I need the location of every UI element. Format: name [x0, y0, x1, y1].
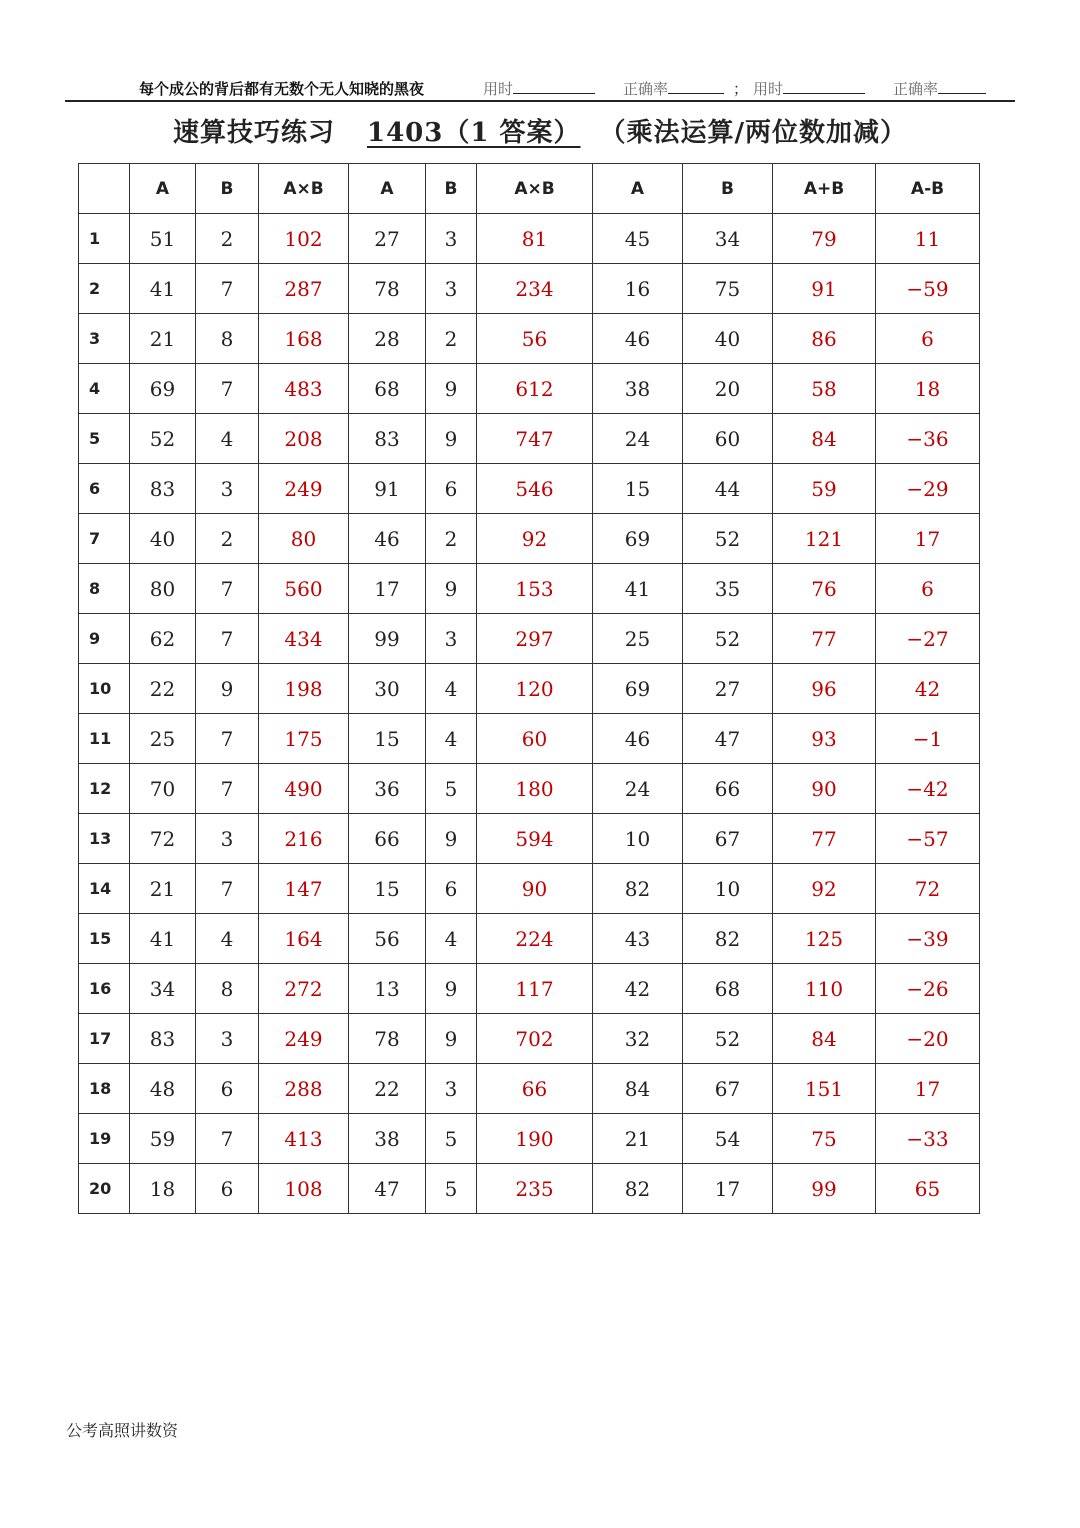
- column-header: A: [349, 164, 426, 214]
- time-label-2: 用时: [753, 80, 784, 98]
- operand-cell: 15: [349, 864, 426, 914]
- row-number: 18: [79, 1064, 130, 1114]
- operand-cell: 84: [593, 1064, 683, 1114]
- operand-cell: 3: [196, 814, 259, 864]
- operand-cell: 47: [683, 714, 773, 764]
- operand-cell: 2: [196, 214, 259, 264]
- operand-cell: 27: [349, 214, 426, 264]
- operand-cell: 67: [683, 814, 773, 864]
- operand-cell: 69: [130, 364, 196, 414]
- time-field-2[interactable]: [753, 78, 865, 99]
- operand-cell: 7: [196, 264, 259, 314]
- operand-cell: 52: [683, 614, 773, 664]
- operand-cell: 38: [593, 364, 683, 414]
- operand-cell: 21: [130, 314, 196, 364]
- answer-cell: −1: [876, 714, 980, 764]
- answer-cell: 59: [773, 464, 876, 514]
- operand-cell: 7: [196, 1114, 259, 1164]
- answer-cell: 208: [259, 414, 349, 464]
- answer-cell: 79: [773, 214, 876, 264]
- answer-cell: 75: [773, 1114, 876, 1164]
- operand-cell: 30: [349, 664, 426, 714]
- operand-cell: 69: [593, 664, 683, 714]
- row-number: 20: [79, 1164, 130, 1214]
- row-number: 12: [79, 764, 130, 814]
- operand-cell: 99: [349, 614, 426, 664]
- operand-cell: 68: [349, 364, 426, 414]
- operand-cell: 35: [683, 564, 773, 614]
- row-number: 4: [79, 364, 130, 414]
- operand-cell: 69: [593, 514, 683, 564]
- answer-cell: 17: [876, 514, 980, 564]
- row-number: 1: [79, 214, 130, 264]
- operand-cell: 22: [349, 1064, 426, 1114]
- operand-cell: 6: [426, 464, 477, 514]
- answer-cell: 66: [477, 1064, 593, 1114]
- answer-cell: 6: [876, 314, 980, 364]
- row-number: 9: [79, 614, 130, 664]
- operand-cell: 34: [683, 214, 773, 264]
- table-row: [79, 964, 980, 1014]
- row-number: 19: [79, 1114, 130, 1164]
- answer-cell: 121: [773, 514, 876, 564]
- answer-cell: 91: [773, 264, 876, 314]
- table-row: [79, 1064, 980, 1114]
- operand-cell: 5: [426, 1164, 477, 1214]
- time-field-1[interactable]: [483, 78, 595, 99]
- operand-cell: 3: [426, 264, 477, 314]
- answer-cell: 17: [876, 1064, 980, 1114]
- operand-cell: 6: [196, 1164, 259, 1214]
- answer-cell: 60: [477, 714, 593, 764]
- answer-cell: 234: [477, 264, 593, 314]
- operand-cell: 83: [349, 414, 426, 464]
- answer-cell: 175: [259, 714, 349, 764]
- answer-cell: 434: [259, 614, 349, 664]
- row-number: 13: [79, 814, 130, 864]
- answer-cell: 594: [477, 814, 593, 864]
- title-code: 1403（1 答案）: [367, 118, 581, 148]
- column-header: A: [593, 164, 683, 214]
- operand-cell: 48: [130, 1064, 196, 1114]
- operand-cell: 2: [426, 514, 477, 564]
- answer-cell: −27: [876, 614, 980, 664]
- operand-cell: 78: [349, 1014, 426, 1064]
- operand-cell: 9: [426, 414, 477, 464]
- answer-cell: 120: [477, 664, 593, 714]
- answer-cell: 490: [259, 764, 349, 814]
- answer-cell: 151: [773, 1064, 876, 1114]
- answer-cell: 297: [477, 614, 593, 664]
- operand-cell: 52: [130, 414, 196, 464]
- row-number: 7: [79, 514, 130, 564]
- answer-cell: 224: [477, 914, 593, 964]
- table-row: [79, 814, 980, 864]
- column-header: A×B: [477, 164, 593, 214]
- table-row: [79, 664, 980, 714]
- table-row: [79, 1114, 980, 1164]
- operand-cell: 59: [130, 1114, 196, 1164]
- answer-cell: −57: [876, 814, 980, 864]
- operand-cell: 52: [683, 514, 773, 564]
- answer-cell: 77: [773, 814, 876, 864]
- table-row: [79, 614, 980, 664]
- table-row: [79, 364, 980, 414]
- table-header-row: [79, 164, 980, 214]
- answer-cell: 42: [876, 664, 980, 714]
- operand-cell: 54: [683, 1114, 773, 1164]
- operand-cell: 4: [426, 714, 477, 764]
- column-header: A+B: [773, 164, 876, 214]
- column-header: A×B: [259, 164, 349, 214]
- operand-cell: 4: [426, 914, 477, 964]
- answer-cell: 272: [259, 964, 349, 1014]
- answer-cell: 93: [773, 714, 876, 764]
- operand-cell: 9: [426, 1014, 477, 1064]
- operand-cell: 9: [426, 814, 477, 864]
- operand-cell: 40: [683, 314, 773, 364]
- operand-cell: 32: [593, 1014, 683, 1064]
- answer-cell: 249: [259, 1014, 349, 1064]
- operand-cell: 51: [130, 214, 196, 264]
- accuracy-label-1: 正确率: [623, 80, 669, 98]
- operand-cell: 46: [349, 514, 426, 564]
- answer-cell: 413: [259, 1114, 349, 1164]
- operand-cell: 34: [130, 964, 196, 1014]
- row-number: 11: [79, 714, 130, 764]
- answer-cell: 65: [876, 1164, 980, 1214]
- footer-text: 公考高照讲数资: [66, 1421, 179, 1440]
- operand-cell: 70: [130, 764, 196, 814]
- answer-cell: 164: [259, 914, 349, 964]
- time-blank-2[interactable]: [783, 79, 865, 94]
- operand-cell: 3: [426, 214, 477, 264]
- row-number: 3: [79, 314, 130, 364]
- operand-cell: 7: [196, 714, 259, 764]
- page-header: [65, 74, 1015, 102]
- operand-cell: 25: [593, 614, 683, 664]
- operand-cell: 75: [683, 264, 773, 314]
- operand-cell: 36: [349, 764, 426, 814]
- operand-cell: 17: [683, 1164, 773, 1214]
- operand-cell: 46: [593, 714, 683, 764]
- answer-cell: 249: [259, 464, 349, 514]
- table-row: [79, 214, 980, 264]
- operand-cell: 3: [196, 464, 259, 514]
- answer-cell: 18: [876, 364, 980, 414]
- operand-cell: 8: [196, 314, 259, 364]
- answer-cell: −29: [876, 464, 980, 514]
- table-row: [79, 914, 980, 964]
- answer-cell: 235: [477, 1164, 593, 1214]
- answer-cell: 76: [773, 564, 876, 614]
- operand-cell: 9: [196, 664, 259, 714]
- answer-cell: 108: [259, 1164, 349, 1214]
- operand-cell: 3: [196, 1014, 259, 1064]
- row-number: 14: [79, 864, 130, 914]
- operand-cell: 25: [130, 714, 196, 764]
- answer-cell: 125: [773, 914, 876, 964]
- operand-cell: 18: [130, 1164, 196, 1214]
- answer-cell: 147: [259, 864, 349, 914]
- answer-cell: 90: [477, 864, 593, 914]
- operand-cell: 16: [593, 264, 683, 314]
- answer-cell: 288: [259, 1064, 349, 1114]
- operand-cell: 3: [426, 1064, 477, 1114]
- table-row: [79, 714, 980, 764]
- answer-cell: 84: [773, 414, 876, 464]
- answer-cell: 117: [477, 964, 593, 1014]
- operand-cell: 13: [349, 964, 426, 1014]
- answer-cell: 6: [876, 564, 980, 614]
- operand-cell: 67: [683, 1064, 773, 1114]
- operand-cell: 52: [683, 1014, 773, 1064]
- operand-cell: 62: [130, 614, 196, 664]
- answer-cell: 560: [259, 564, 349, 614]
- answer-cell: 483: [259, 364, 349, 414]
- accuracy-label-2: 正确率: [893, 80, 939, 98]
- operand-cell: 82: [593, 1164, 683, 1214]
- operand-cell: 10: [593, 814, 683, 864]
- row-number: 17: [79, 1014, 130, 1064]
- answer-cell: −20: [876, 1014, 980, 1064]
- operand-cell: 7: [196, 764, 259, 814]
- motto: 每个成公的背后都有无数个无人知晓的黑夜: [139, 80, 425, 98]
- answer-cell: 77: [773, 614, 876, 664]
- operand-cell: 4: [196, 914, 259, 964]
- operand-cell: 9: [426, 564, 477, 614]
- operand-cell: 80: [130, 564, 196, 614]
- operand-cell: 20: [683, 364, 773, 414]
- operand-cell: 5: [426, 1114, 477, 1164]
- time-blank-1[interactable]: [513, 79, 595, 94]
- operand-cell: 46: [593, 314, 683, 364]
- operand-cell: 78: [349, 264, 426, 314]
- table-row: [79, 464, 980, 514]
- accuracy-blank-1[interactable]: [668, 79, 724, 94]
- table-row: [79, 414, 980, 464]
- operand-cell: 15: [593, 464, 683, 514]
- header-index-cell: [79, 164, 130, 214]
- operand-cell: 6: [196, 1064, 259, 1114]
- title-suffix: （乘法运算/两位数加减）: [612, 118, 908, 148]
- answer-cell: 72: [876, 864, 980, 914]
- answer-cell: 747: [477, 414, 593, 464]
- table-row: [79, 1014, 980, 1064]
- operand-cell: 5: [426, 764, 477, 814]
- operand-cell: 9: [426, 964, 477, 1014]
- answer-cell: 168: [259, 314, 349, 364]
- page-title: [0, 112, 1080, 149]
- answer-cell: −26: [876, 964, 980, 1014]
- column-header: B: [196, 164, 259, 214]
- operand-cell: 41: [593, 564, 683, 614]
- answer-cell: 90: [773, 764, 876, 814]
- operand-cell: 2: [196, 514, 259, 564]
- operand-cell: 41: [130, 264, 196, 314]
- table-row: [79, 514, 980, 564]
- operand-cell: 82: [683, 914, 773, 964]
- row-number: 8: [79, 564, 130, 614]
- answer-cell: −33: [876, 1114, 980, 1164]
- column-header: A-B: [876, 164, 980, 214]
- separator: ；: [733, 80, 749, 98]
- row-number: 5: [79, 414, 130, 464]
- operand-cell: 24: [593, 414, 683, 464]
- row-number: 6: [79, 464, 130, 514]
- operand-cell: 91: [349, 464, 426, 514]
- operand-cell: 21: [130, 864, 196, 914]
- operand-cell: 68: [683, 964, 773, 1014]
- answer-cell: 546: [477, 464, 593, 514]
- column-header: B: [683, 164, 773, 214]
- answer-cell: 92: [477, 514, 593, 564]
- operand-cell: 8: [196, 964, 259, 1014]
- operand-cell: 47: [349, 1164, 426, 1214]
- answer-cell: 102: [259, 214, 349, 264]
- answer-cell: 80: [259, 514, 349, 564]
- operand-cell: 4: [196, 414, 259, 464]
- operand-cell: 83: [130, 464, 196, 514]
- operand-cell: 21: [593, 1114, 683, 1164]
- exercise-table: [78, 163, 980, 1214]
- operand-cell: 82: [593, 864, 683, 914]
- row-number: 2: [79, 264, 130, 314]
- operand-cell: 24: [593, 764, 683, 814]
- title-prefix: 速算技巧练习: [172, 118, 335, 148]
- answer-cell: −36: [876, 414, 980, 464]
- operand-cell: 40: [130, 514, 196, 564]
- answer-cell: 190: [477, 1114, 593, 1164]
- answer-cell: 84: [773, 1014, 876, 1064]
- operand-cell: 7: [196, 364, 259, 414]
- operand-cell: 27: [683, 664, 773, 714]
- operand-cell: 22: [130, 664, 196, 714]
- table-body: [79, 214, 980, 1214]
- operand-cell: 66: [349, 814, 426, 864]
- operand-cell: 38: [349, 1114, 426, 1164]
- operand-cell: 72: [130, 814, 196, 864]
- accuracy-field-1[interactable]: [623, 78, 724, 99]
- operand-cell: 44: [683, 464, 773, 514]
- answer-cell: −59: [876, 264, 980, 314]
- operand-cell: 66: [683, 764, 773, 814]
- answer-cell: 198: [259, 664, 349, 714]
- row-number: 10: [79, 664, 130, 714]
- operand-cell: 28: [349, 314, 426, 364]
- answer-cell: 180: [477, 764, 593, 814]
- operand-cell: 4: [426, 664, 477, 714]
- operand-cell: 42: [593, 964, 683, 1014]
- answer-cell: 702: [477, 1014, 593, 1064]
- operand-cell: 7: [196, 564, 259, 614]
- answer-cell: 110: [773, 964, 876, 1014]
- operand-cell: 15: [349, 714, 426, 764]
- operand-cell: 7: [196, 864, 259, 914]
- operand-cell: 41: [130, 914, 196, 964]
- column-header: A: [130, 164, 196, 214]
- answer-cell: 56: [477, 314, 593, 364]
- table-row: [79, 1164, 980, 1214]
- operand-cell: 83: [130, 1014, 196, 1064]
- answer-cell: 81: [477, 214, 593, 264]
- row-number: 16: [79, 964, 130, 1014]
- answer-cell: −39: [876, 914, 980, 964]
- operand-cell: 43: [593, 914, 683, 964]
- answer-cell: 612: [477, 364, 593, 414]
- accuracy-field-2[interactable]: [893, 78, 986, 99]
- operand-cell: 60: [683, 414, 773, 464]
- operand-cell: 6: [426, 864, 477, 914]
- answer-cell: 86: [773, 314, 876, 364]
- operand-cell: 17: [349, 564, 426, 614]
- answer-cell: 287: [259, 264, 349, 314]
- time-label-1: 用时: [483, 80, 514, 98]
- operand-cell: 56: [349, 914, 426, 964]
- operand-cell: 7: [196, 614, 259, 664]
- answer-cell: 58: [773, 364, 876, 414]
- answer-cell: 96: [773, 664, 876, 714]
- answer-cell: −42: [876, 764, 980, 814]
- table-row: [79, 864, 980, 914]
- answer-cell: 99: [773, 1164, 876, 1214]
- answer-cell: 153: [477, 564, 593, 614]
- answer-cell: 92: [773, 864, 876, 914]
- table-row: [79, 564, 980, 614]
- operand-cell: 9: [426, 364, 477, 414]
- row-number: 15: [79, 914, 130, 964]
- table-row: [79, 264, 980, 314]
- operand-cell: 3: [426, 614, 477, 664]
- table-row: [79, 314, 980, 364]
- table-row: [79, 764, 980, 814]
- operand-cell: 10: [683, 864, 773, 914]
- operand-cell: 45: [593, 214, 683, 264]
- column-header: B: [426, 164, 477, 214]
- operand-cell: 2: [426, 314, 477, 364]
- answer-cell: 11: [876, 214, 980, 264]
- answer-cell: 216: [259, 814, 349, 864]
- accuracy-blank-2[interactable]: [938, 79, 986, 94]
